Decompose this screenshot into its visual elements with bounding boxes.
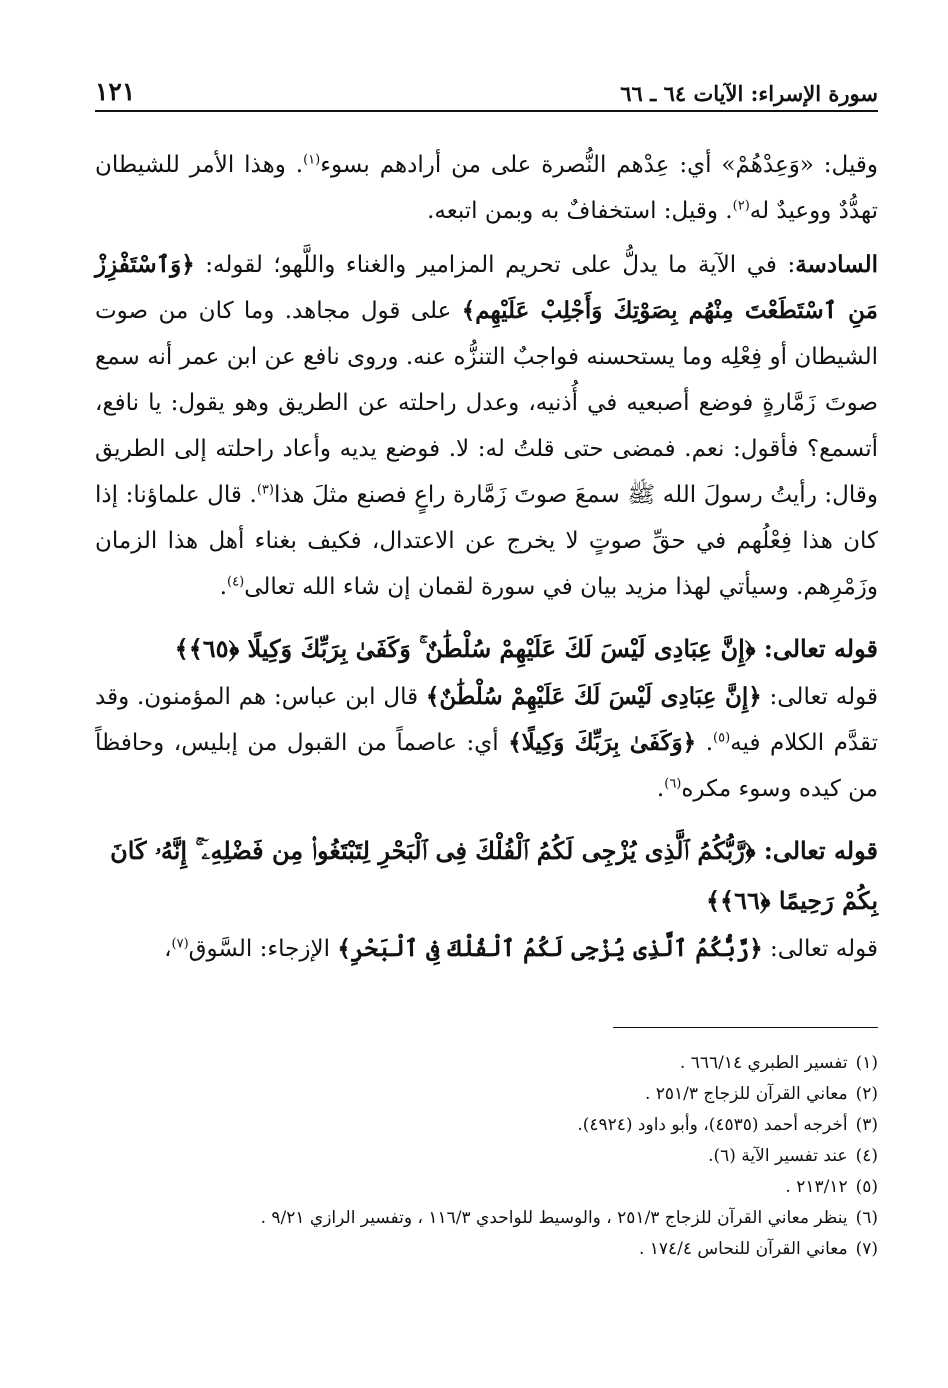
text-span: قوله تعالى: <box>762 936 878 962</box>
footnote-area <box>95 0 878 1388</box>
footnote-ref: (٢) <box>732 198 750 214</box>
footnote-divider <box>613 1027 878 1028</box>
text-span: . <box>696 730 714 756</box>
text-span: . وهذا الأمر للشيطان تهدُّدٌ ووعيدٌ له <box>95 152 878 224</box>
footnote-item <box>95 1203 878 1234</box>
footnote-item <box>95 1110 878 1141</box>
footnote-text: تفسير الطبري ٦٦٦/١٤ . <box>679 1053 848 1073</box>
text-span: أي: عاصماً من القبول من إبليس، وحافظاً من كيده وسوء مكره <box>95 730 878 802</box>
running-title: سورة الإسراء: الآيات ٦٤ ـ ٦٦ <box>620 81 878 106</box>
footnote-ref: (٤) <box>227 574 245 590</box>
footnotes-list <box>95 1048 878 1265</box>
section-lead: السادسة <box>795 251 878 278</box>
verse-text: ﴿إِنَّ عِبَادِى لَيْسَ لَكَ عَلَيْهِمْ سُلْطَٰنٌ ۚ وَكَفَىٰ بِرَبِّكَ وَكِيلًا ﴿٦٥﴾﴾ <box>174 634 756 663</box>
quran-quote: ﴿وَكَفَىٰ بِرَبِّكَ وَكِيلًا﴾ <box>508 729 697 756</box>
text-span: الإزجاء: السَّوق <box>188 936 338 962</box>
text-span: قوله تعالى: <box>761 684 878 710</box>
footnote-ref: (٦) <box>664 776 682 792</box>
verse-text: ﴿رَّبُّكُمُ ٱلَّذِى يُزْجِى لَكُمُ ٱلْفُلْكَ فِى ٱلْبَحْرِ لِتَبْتَغُوا۟ مِن فَضْلِهِۦٓ ۚ إِنَّهُۥ كَانَ بِكُمْ رَحِيمًا ﴿٦٦﴾﴾ <box>110 836 878 915</box>
footnote-text: معاني القرآن للنحاس ١٧٤/٤ . <box>638 1239 848 1259</box>
footnote-number: (٧) <box>855 1239 878 1259</box>
footnote-ref: (٧) <box>171 936 189 952</box>
footnote-number: (٦) <box>855 1208 878 1228</box>
text-span: . <box>656 776 665 802</box>
footnote-number: (٢) <box>855 1084 878 1104</box>
footnote-number: (٣) <box>855 1115 878 1135</box>
footnote-ref: (١) <box>303 152 321 168</box>
footnote-number: (٤) <box>855 1146 878 1166</box>
footnote-number: (١) <box>855 1053 878 1073</box>
footnote-text: ينظر معاني القرآن للزجاج ٢٥١/٣ ، والوسيط للواحدي ١١٦/٣ ، وتفسير الرازي ٩/٢١ . <box>260 1208 848 1228</box>
heading-label: قوله تعالى: <box>755 836 878 865</box>
page-number: ١٢١ <box>95 77 136 106</box>
footnote-item <box>95 1172 878 1203</box>
footnote-text: معاني القرآن للزجاج ٢٥١/٣ . <box>644 1084 848 1104</box>
text-span: على قول مجاهد. وما كان من صوت الشيطان أو فِعْلِه وما يستحسنه فواجبٌ التنزُّه عنه. وروى نافع عن ابن عمر أنه سمع صوتَ زَمَّارةٍ فوضع أصبعيه في أُذنيه، وعدل راحلته عن الطريق وهو يقول: يا نافع، أتسمع؟ فأقول: نعم. فمضى حتى قلتُ له: لا. فوضع يديه وأعاد راحلته إلى الطريق وقال: رأيتُ رسولَ الله ﷺ سمعَ صوتَ زَمَّارة راعٍ فصنع مثلَ هذا <box>95 298 878 508</box>
quran-quote: ﴿إِنَّ عِبَادِى لَيْسَ لَكَ عَلَيْهِمْ سُلْطَٰنٌ﴾ <box>425 683 762 710</box>
footnote-item <box>95 1079 878 1110</box>
text-span: قال ابن عباس: هم المؤمنون. وقد تقدَّم الكلام فيه <box>95 684 879 756</box>
footnote-item <box>95 1234 878 1265</box>
footnote-text: عند تفسير الآية (٦). <box>708 1146 848 1166</box>
text-span: ، <box>164 936 172 962</box>
footnote-ref: (٣) <box>256 482 274 498</box>
heading-label: قوله تعالى: <box>755 634 878 663</box>
text-span: . قال علماؤنا: إذا كان هذا فِعْلُهم في حقِّ صوتٍ لا يخرج عن الاعتدال، فكيف بغناء أهل هذا الزمان وزَمْرِهم. وسيأتي لهذا مزيد بيان في سورة لقمان إن شاء الله تعالى <box>95 482 878 600</box>
quran-quote: ﴿رَّبُّكُمُ ٱلَّذِى يُزْجِى لَكُمُ ٱلْفُلْكَ فِى ٱلْبَحْرِ﴾ <box>337 935 763 962</box>
footnote-item <box>95 1141 878 1172</box>
footnote-text: ٢١٣/١٢ . <box>785 1177 848 1197</box>
footnote-item <box>95 1048 878 1079</box>
footnote-text: أخرجه أحمد (٤٥٣٥)، وأبو داود (٤٩٢٤). <box>577 1115 848 1135</box>
text-span: . <box>219 574 228 600</box>
text-span: : في الآية ما يدلُّ على تحريم المزامير والغناء واللَّهو؛ لقوله: <box>194 252 796 278</box>
quran-quote: ﴿وَٱسْتَفْزِزْ مَنِ ٱسْتَطَعْتَ مِنْهُم بِصَوْتِكَ وَأَجْلِبْ عَلَيْهِم﴾ <box>95 251 878 324</box>
footnote-number: (٥) <box>855 1177 878 1197</box>
footnote-ref: (٥) <box>713 730 731 746</box>
text-span: وقيل: «وَعِدْهُمْ» أي: عِدْهم النُّصرة على من أرادهم بسوء <box>320 152 878 178</box>
text-span: . وقيل: استخفافٌ به وبمن اتبعه. <box>427 198 733 224</box>
